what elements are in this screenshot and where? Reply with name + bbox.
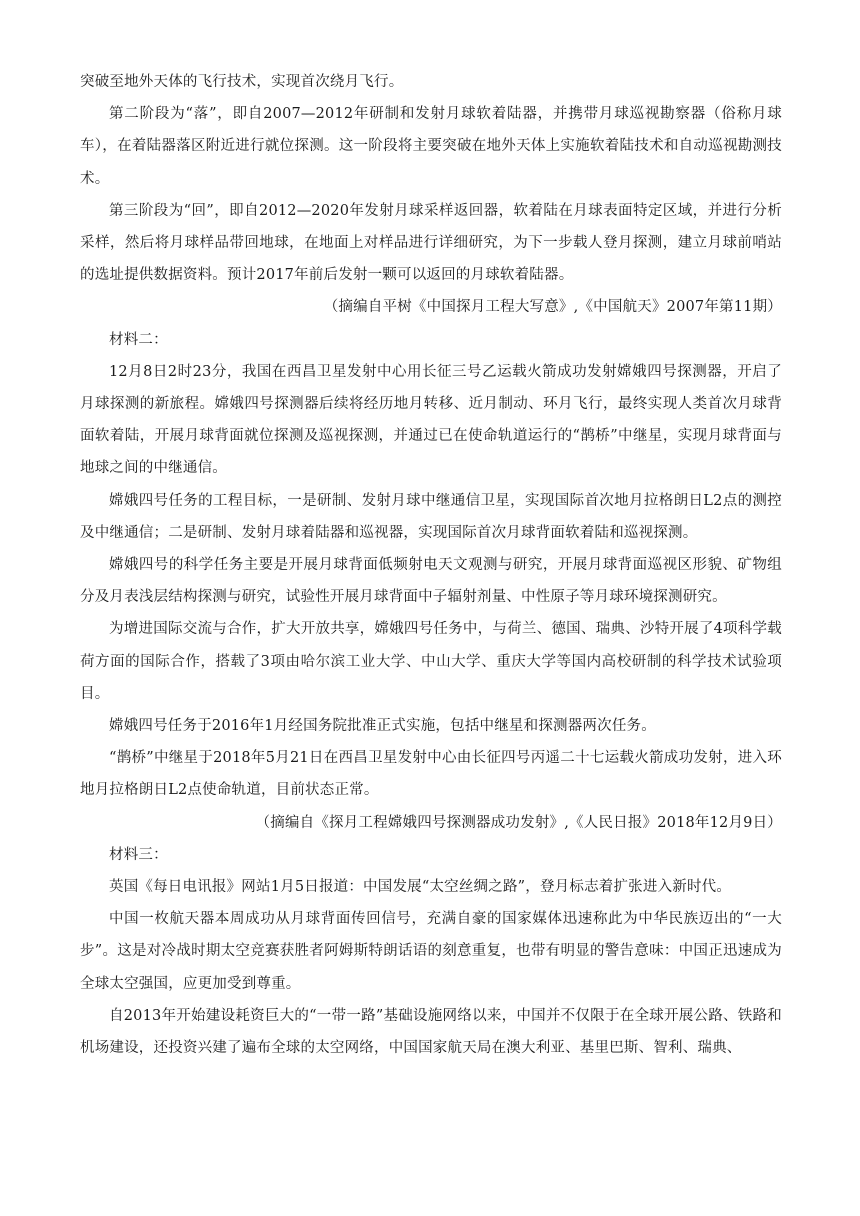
paragraph-continuation: 突破至地外天体的飞行技术，实现首次绕月飞行。 — [80, 74, 404, 90]
paragraph-stage-three: 第三阶段为“回”，即自2012—2020年发射月球采样返回器，软着陆在月球表面特定区域，并进行分析采样，然后将月球样品带回地球，在地面上对样品进行详细研究，为下一步载人登月探测，建立月球前哨站的选址提供数据资料。预计2017年前后发射一颗可以返回的月球软着陆器。 — [80, 202, 782, 284]
paragraph-telegraph: 英国《每日电讯报》网站1月5日报道：中国发展“太空丝绸之路”，登月标志着扩张进入新时代。 — [109, 879, 732, 896]
paragraph-far-side-signal: 中国一枚航天器本周成功从月球背面传回信号，充满自豪的国家媒体迅速称此为中华民族迈出的“一大步”。这是对冷战时期太空竞赛获胜者阿姆斯特朗话语的刻意重复，也带有明显的警告意味：中国正迅速成为全球太空强国，应更加受到尊重。 — [80, 911, 782, 992]
paragraph-queqiao: “鹊桥”中继星于2018年5月21日在西昌卫星发射中心由长征四号丙遥二十七运载火箭成功发射，进入环地月拉格朗日L2点使命轨道，目前状态正常。 — [80, 750, 782, 799]
paragraph-engineering-goals: 嫦娥四号任务的工程目标，一是研制、发射月球中继通信卫星，实现国际首次地月拉格朗日L2点的测控及中继通信；二是研制、发射月球着陆器和巡视器，实现国际首次月球背面软着陆和巡视探测。 — [80, 492, 782, 541]
section-heading-material-3: 材料三： — [109, 846, 168, 863]
source-citation-2: （摘编自《探月工程嫦娥四号探测器成功发射》,《人民日报》2018年12月9日） — [255, 814, 782, 831]
document-page — [80, 66, 782, 1064]
paragraph-approval: 嫦娥四号任务于2016年1月经国务院批准正式实施，包括中继星和探测器两次任务。 — [109, 718, 656, 735]
section-heading-material-2: 材料二： — [109, 331, 168, 348]
paragraph-international-cooperation: 为增进国际交流与合作，扩大开放共享，嫦娥四号任务中，与荷兰、德国、瑞典、沙特开展了4项科学载荷方面的国际合作，搭载了3项由哈尔滨工业大学、中山大学、重庆大学等国内高校研制的科学技术试验项目。 — [80, 621, 782, 702]
paragraph-belt-and-road: 自2013年开始建设耗资巨大的“一带一路”基础设施网络以来，中国并不仅限于在全球开展公路、铁路和机场建设，还投资兴建了遍布全球的太空网络，中国国家航天局在澳大利亚、基里巴斯、智利、瑞典、 — [80, 1007, 782, 1057]
paragraph-launch: 12月8日2时23分，我国在西昌卫星发射中心用长征三号乙运载火箭成功发射嫦娥四号探测器，开启了月球探测的新旅程。嫦娥四号探测器后续将经历地月转移、近月制动、环月飞行，最终实现人类首次月球背面软着陆，开展月球背面就位探测及巡视探测，并通过已在使命轨道运行的“鹊桥”中继星，实现月球背面与地球之间的中继通信。 — [80, 363, 782, 477]
source-citation-1: （摘编自平树《中国探月工程大写意》,《中国航天》2007年第11期） — [323, 299, 782, 316]
paragraph-stage-two: 第二阶段为“落”，即自2007—2012年研制和发射月球软着陆器，并携带月球巡视勘察器（俗称月球车），在着陆器落区附近进行就位探测。这一阶段将主要突破在地外天体上实施软着陆技术和自动巡视勘测技术。 — [80, 106, 782, 187]
paragraph-science-tasks: 嫦娥四号的科学任务主要是开展月球背面低频射电天文观测与研究，开展月球背面巡视区形貌、矿物组分及月表浅层结构探测与研究，试验性开展月球背面中子辐射剂量、中性原子等月球环境探测研究。 — [80, 557, 782, 606]
